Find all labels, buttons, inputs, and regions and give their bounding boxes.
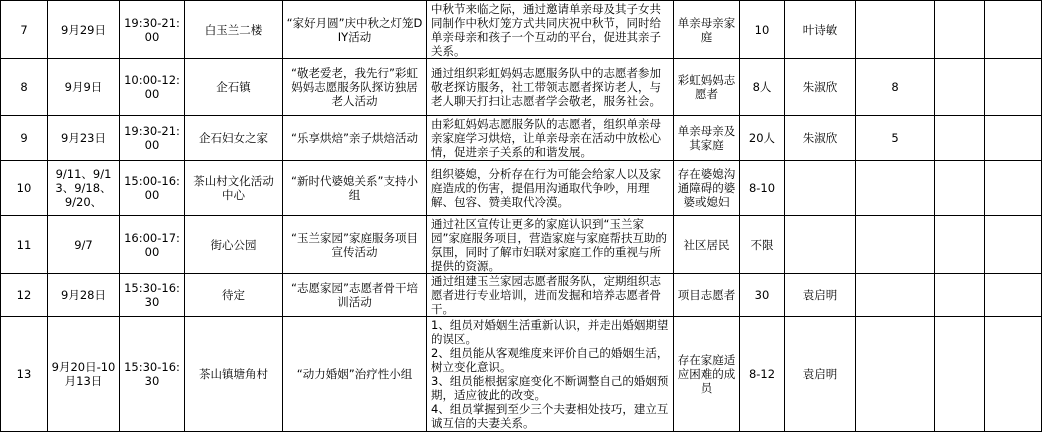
cell-no: 13 (1, 317, 48, 432)
cell-description: 通过社区宣传让更多的家庭认识到“玉兰家园”家庭服务项目，营造家庭与家庭帮扶互助的氛围，同时了解市妇联对家庭工作的重视与所提供的资源。 (427, 216, 674, 274)
cell-leader: 袁启明 (785, 274, 856, 317)
cell-leader: 朱淑欣 (785, 116, 856, 161)
cell-target: 单亲母亲及其家庭 (674, 116, 740, 161)
cell-activity-name: “新时代婆媳关系”支持小组 (283, 161, 427, 216)
cell-extra (856, 317, 935, 432)
cell-description: 通过组织彩虹妈妈志愿服务队中的志愿者参加敬老探访服务，社工带领志愿者探访老人，与老人聊天打扫让志愿者学会敬老，服务社会。 (427, 59, 674, 116)
cell-place: 企石妇女之家 (185, 116, 283, 161)
cell-time: 19:30-21:00 (120, 116, 185, 161)
cell-empty (935, 274, 985, 317)
table-row (1, 216, 1042, 274)
cell-empty (935, 59, 985, 116)
cell-empty (985, 1, 1042, 59)
cell-no: 10 (1, 161, 48, 216)
cell-empty (985, 59, 1042, 116)
cell-activity-name: “家好月圆”庆中秋之灯笼DIY活动 (283, 1, 427, 59)
cell-time: 15:00-16:00 (120, 161, 185, 216)
cell-extra (856, 161, 935, 216)
cell-empty (985, 274, 1042, 317)
cell-target: 存在婆媳沟通障碍的婆婆或媳妇 (674, 161, 740, 216)
cell-empty (935, 116, 985, 161)
goal-item: 2、组员能从客观维度来评价自己的婚姻生活，树立变化意识。 (431, 346, 669, 374)
table-row (1, 317, 1042, 432)
cell-time: 15:30-16:30 (120, 274, 185, 317)
cell-extra (856, 274, 935, 317)
cell-activity-name: “乐享烘焙”亲子烘焙活动 (283, 116, 427, 161)
cell-time: 19:30-21:00 (120, 1, 185, 59)
cell-place: 街心公园 (185, 216, 283, 274)
cell-extra (856, 1, 935, 59)
cell-empty (935, 317, 985, 432)
cell-no: 8 (1, 59, 48, 116)
table-row (1, 1, 1042, 59)
cell-date: 9月9日 (48, 59, 120, 116)
cell-place: 企石镇 (185, 59, 283, 116)
cell-leader (785, 216, 856, 274)
cell-activity-name: “志愿家园”志愿者骨干培训活动 (283, 274, 427, 317)
cell-extra (856, 216, 935, 274)
cell-leader: 袁启明 (785, 317, 856, 432)
table-row (1, 274, 1042, 317)
goal-item: 1、组员对婚姻生活重新认识，并走出婚姻期望的误区。 (431, 318, 669, 346)
cell-place: 白玉兰二楼 (185, 1, 283, 59)
cell-activity-name: “玉兰家园”家庭服务项目宣传活动 (283, 216, 427, 274)
goal-item: 3、组员能根据家庭变化不断调整自己的婚姻预期，适应彼此的改变。 (431, 374, 669, 402)
cell-extra: 5 (856, 116, 935, 161)
cell-activity-name: “敬老爱老，我先行”彩虹妈妈志愿服务队探访独居老人活动 (283, 59, 427, 116)
cell-no: 9 (1, 116, 48, 161)
cell-empty (935, 161, 985, 216)
cell-leader: 叶诗敏 (785, 1, 856, 59)
cell-count: 8-12 (740, 317, 785, 432)
cell-place: 茶山镇塘角村 (185, 317, 283, 432)
table-row (1, 59, 1042, 116)
table-row (1, 116, 1042, 161)
cell-count: 8-10 (740, 161, 785, 216)
cell-date: 9/11、9/13、9/18、9/20、 (48, 161, 120, 216)
cell-description: 组织婆媳，分析存在行为可能会给家人以及家庭造成的伤害，提倡用沟通取代争吵，用理解、包容、赞美取代冷漠。 (427, 161, 674, 216)
cell-empty (985, 216, 1042, 274)
cell-date: 9月20日-10月13日 (48, 317, 120, 432)
cell-activity-name: “动力婚姻”治疗性小组 (283, 317, 427, 432)
cell-date: 9月23日 (48, 116, 120, 161)
cell-description: 由彩虹妈妈志愿服务队的志愿者，组织单亲母亲家庭学习烘焙，让单亲母亲在活动中放松心情，促进亲子关系的和谐发展。 (427, 116, 674, 161)
cell-empty (985, 161, 1042, 216)
cell-place: 待定 (185, 274, 283, 317)
cell-target: 彩虹妈妈志愿者 (674, 59, 740, 116)
cell-time: 10:00-12:00 (120, 59, 185, 116)
cell-no: 7 (1, 1, 48, 59)
cell-count: 20人 (740, 116, 785, 161)
cell-description: 中秋节来临之际，通过邀请单亲母及其子女共同制作中秋灯笼方式共同庆祝中秋节，同时给单亲母亲和孩子一个互动的平台，促进其亲子关系。 (427, 1, 674, 59)
cell-leader: 朱淑欣 (785, 59, 856, 116)
cell-no: 11 (1, 216, 48, 274)
cell-target: 存在家庭适应困难的成员 (674, 317, 740, 432)
cell-count: 30 (740, 274, 785, 317)
cell-date: 9月29日 (48, 1, 120, 59)
cell-no: 12 (1, 274, 48, 317)
cell-time: 16:00-17:00 (120, 216, 185, 274)
cell-description (427, 317, 674, 432)
cell-place: 茶山村文化活动中心 (185, 161, 283, 216)
cell-date: 9月28日 (48, 274, 120, 317)
cell-target: 项目志愿者 (674, 274, 740, 317)
cell-empty (985, 317, 1042, 432)
cell-empty (985, 116, 1042, 161)
cell-target: 单亲母亲家庭 (674, 1, 740, 59)
cell-leader (785, 161, 856, 216)
cell-count: 8人 (740, 59, 785, 116)
table-row (1, 161, 1042, 216)
cell-time: 15:30-16:30 (120, 317, 185, 432)
cell-empty (935, 216, 985, 274)
cell-target: 社区居民 (674, 216, 740, 274)
cell-count: 10 (740, 1, 785, 59)
cell-count: 不限 (740, 216, 785, 274)
cell-date: 9/7 (48, 216, 120, 274)
cell-extra: 8 (856, 59, 935, 116)
goal-item: 4、组员掌握到至少三个夫妻相处技巧，建立互诚互信的夫妻关系。 (431, 402, 669, 430)
cell-description: 通过组建玉兰家园志愿者服务队，定期组织志愿者进行专业培训，进而发掘和培养志愿者骨干。 (427, 274, 674, 317)
cell-empty (935, 1, 985, 59)
